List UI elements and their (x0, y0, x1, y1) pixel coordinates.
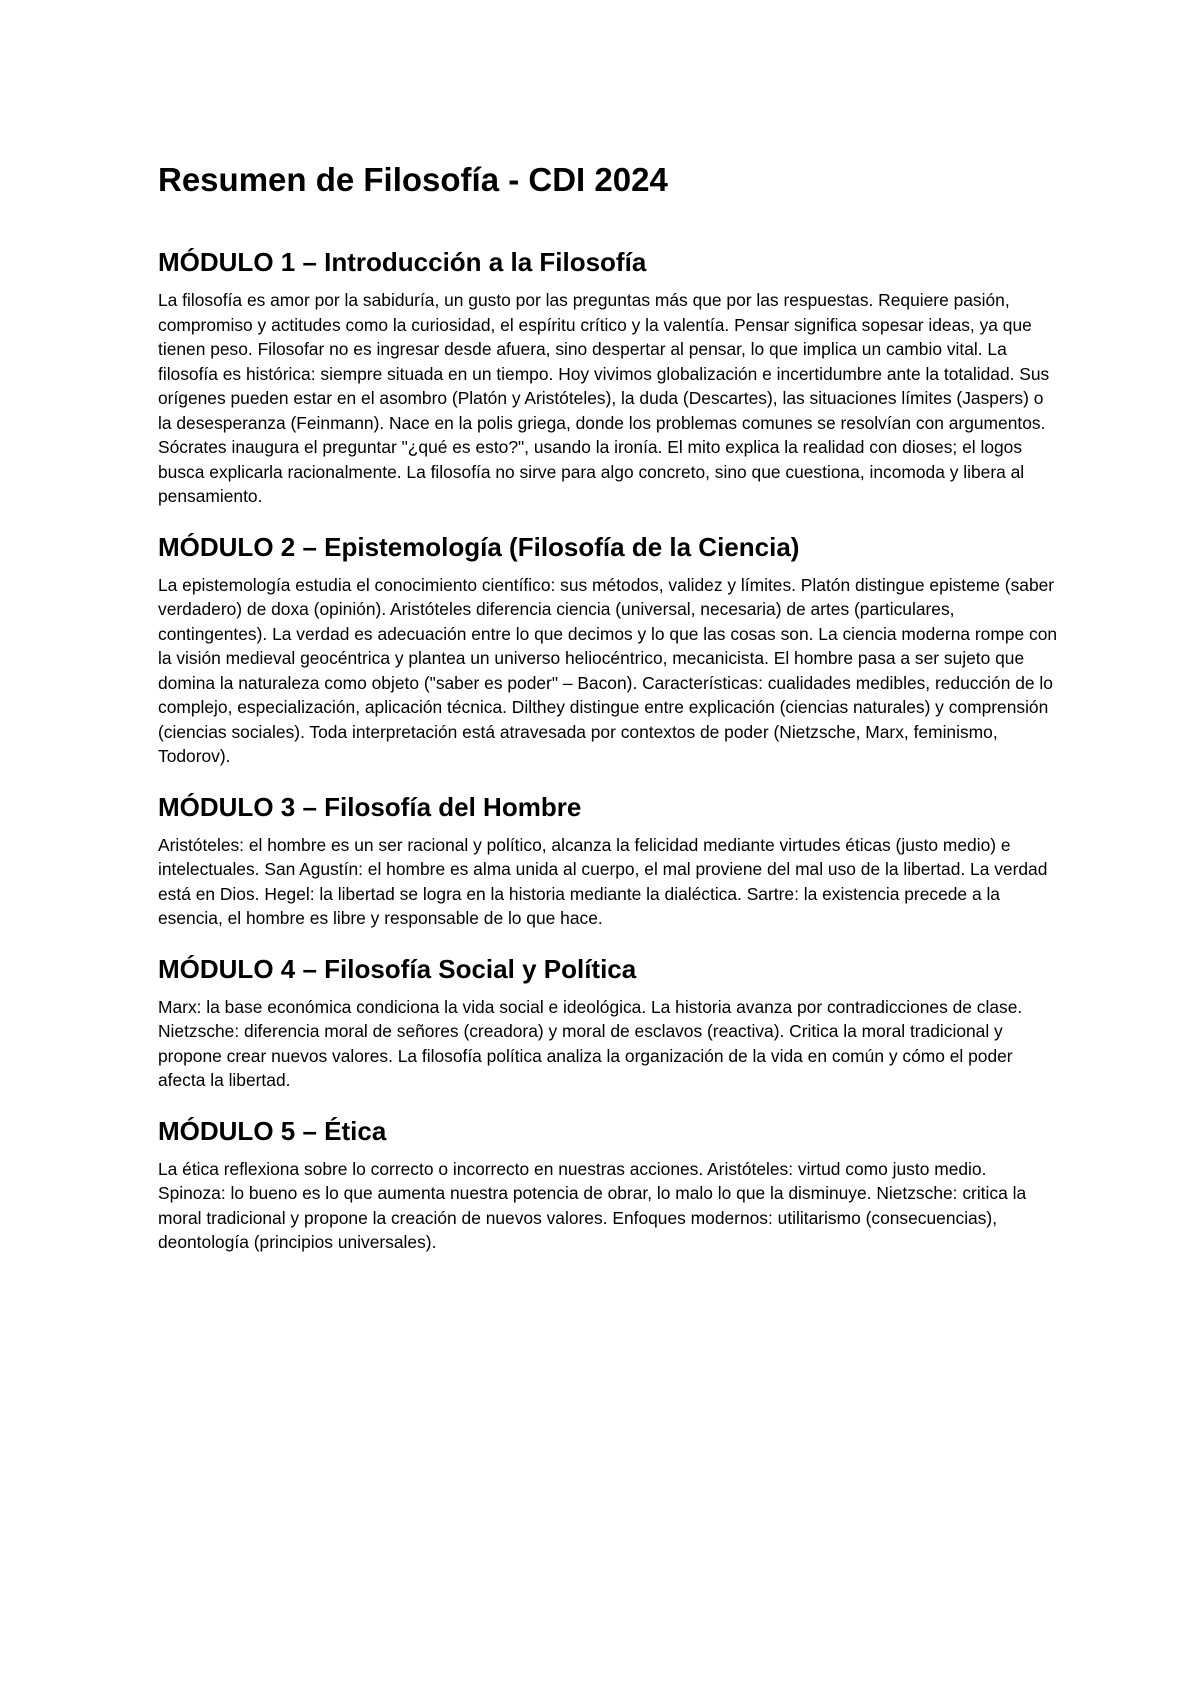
section-paragraph: La epistemología estudia el conocimiento científico: sus métodos, validez y límites. Platón distingue episteme (saber verdadero) de doxa (opinión). Aristóteles diferencia ciencia (universal, necesaria) de artes (particulares, contingentes). La verdad es adecuación entre lo que decimos y lo que las cosas son. La ciencia moderna rompe con la visión medieval geocéntrica y plantea un universo heliocéntrico, mecanicista. El hombre pasa a ser sujeto que domina la naturaleza como objeto ("saber es poder" – Bacon). Características: cualidades medibles, reducción de lo complejo, especialización, aplicación técnica. Dilthey distingue entre explicación (ciencias naturales) y comprensión (ciencias sociales). Toda interpretación está atravesada por contextos de poder (Nietzsche, Marx, feminismo, Todorov). (158, 574, 1058, 766)
document-content (158, 160, 1058, 1277)
section-heading: MÓDULO 2 – Epistemología (Filosofía de la Ciencia) (158, 531, 800, 562)
section-paragraph: Aristóteles: el hombre es un ser racional y político, alcanza la felicidad mediante virtudes éticas (justo medio) e intelectuales. San Agustín: el hombre es alma unida al cuerpo, el mal proviene del mal uso de la libertad. La verdad está en Dios. Hegel: la libertad se logra en la historia mediante la dialéctica. Sartre: la existencia precede a la esencia, el hombre es libre y responsable de lo que hace. (158, 834, 1048, 928)
section-heading: MÓDULO 5 – Ética (158, 1115, 387, 1146)
section-modulo-1 (158, 246, 1058, 509)
section-paragraph: La ética reflexiona sobre lo correcto o incorrecto en nuestras acciones. Aristóteles: virtud como justo medio. Spinoza: lo bueno es lo que aumenta nuestra potencia de obrar, lo malo lo que la disminuye. Nietzsche: critica la moral tradicional y propone la creación de nuevos valores. Enfoques modernos: utilitarismo (consecuencias), deontología (principios universales). (158, 1158, 1027, 1252)
section-heading: MÓDULO 4 – Filosofía Social y Política (158, 953, 637, 984)
section-paragraph: La filosofía es amor por la sabiduría, un gusto por las preguntas más que por las respuestas. Requiere pasión, compromiso y actitudes como la curiosidad, el espíritu crítico y la valentía. Pensar significa sopesar ideas, ya que tienen peso. Filosofar no es ingresar desde afuera, sino despertar al pensar, lo que implica un cambio vital. La filosofía es histórica: siempre situada en un tiempo. Hoy vivimos globalización e incertidumbre ante la totalidad. Sus orígenes pueden estar en el asombro (Platón y Aristóteles), la duda (Descartes), las situaciones límites (Jaspers) o la desesperanza (Feinmann). Nace en la polis griega, donde los problemas comunes se resolvían con argumentos. Sócrates inaugura el preguntar "¿qué es esto?", usando la ironía. El mito explica la realidad con dioses; el logos busca explicarla racionalmente. La filosofía no sirve para algo concreto, sino que cuestiona, incomoda y libera al pensamiento. (158, 290, 1050, 506)
section-heading: MÓDULO 1 – Introducción a la Filosofía (158, 247, 647, 277)
section-paragraph: Marx: la base económica condiciona la vida social e ideológica. La historia avanza por contradicciones de clase. Nietzsche: diferencia moral de señores (creadora) y moral de esclavos (reactiva). Critica la moral tradicional y propone crear nuevos valores. La filosofía política analiza la organización de la vida en común y cómo el poder afecta la libertad. (158, 996, 1023, 1090)
section-modulo-3 (158, 791, 1058, 931)
section-modulo-5 (158, 1115, 1058, 1255)
section-heading: MÓDULO 3 – Filosofía del Hombre (158, 791, 582, 822)
section-modulo-2 (158, 531, 1058, 769)
section-modulo-4 (158, 953, 1058, 1093)
document-title: Resumen de Filosofía - CDI 2024 (158, 161, 668, 198)
